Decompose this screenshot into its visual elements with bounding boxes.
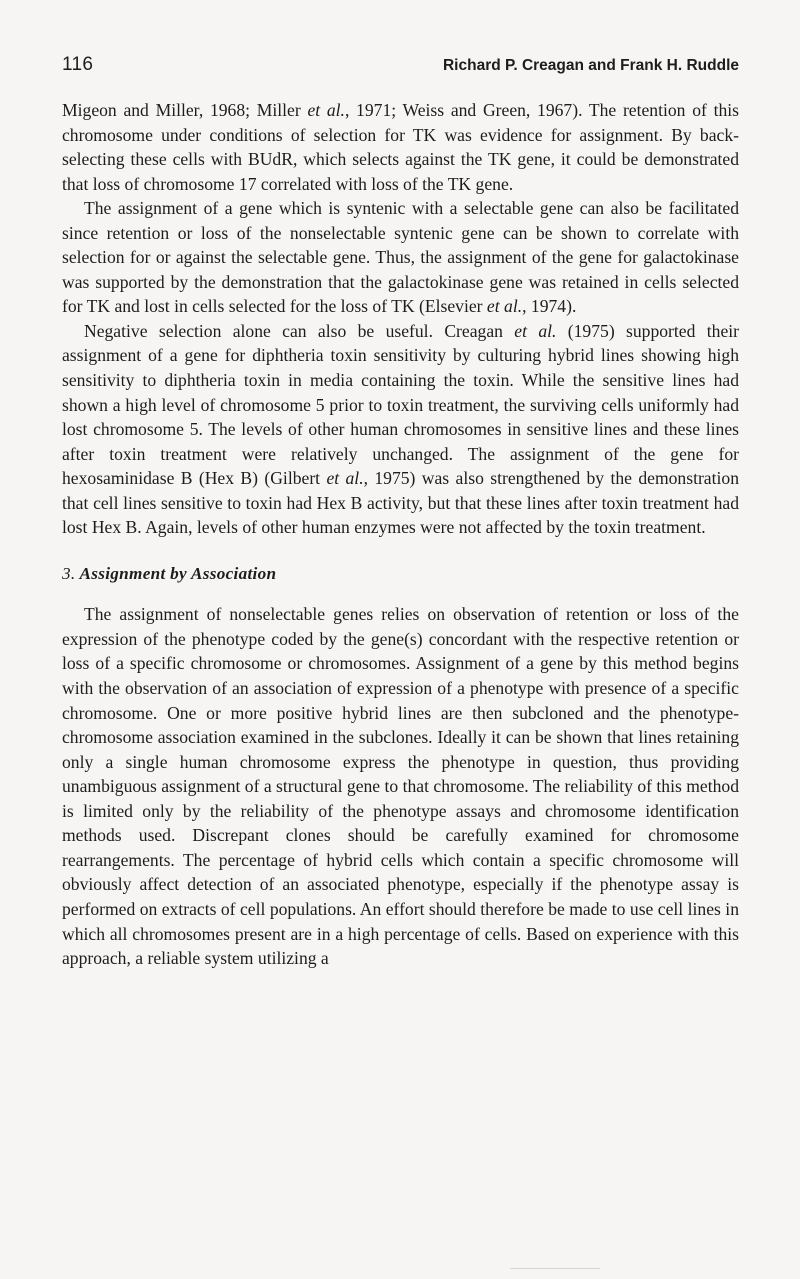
page-header (62, 54, 739, 94)
page-bottom-mark (510, 1268, 600, 1269)
section-heading (62, 562, 739, 587)
paragraph-4: The assignment of nonselectable genes relies on observation of retention or loss of the expression of the phenotype coded by the gene(s) concordant with the respective retention or loss of a specific chromosome or chromosomes. Assignment of a gene by this method begins with the observation of an association of expression of a phenotype with presence of a specific chromosome. One or more positive hybrid lines are then subcloned and the phenotype-chromosome association examined in the subclones. Ideally it can be shown that lines retaining only a single human chromosome express the phenotype in question, thus providing unambiguous assignment of a structural gene to that chromosome. The reliability of this method is limited only by the reliability of the phenotype assays and chromosome identification methods used. Discrepant clones should be carefully examined for chromosome rearrangements. The percentage of hybrid cells which contain a specific chromosome will obviously affect detection of an associated phenotype, especially if the phenotype assay is performed on extracts of cell populations. An effort should therefore be made to use cell lines in which all chromosomes present are in a high percentage of cells. Based on experience with this approach, a reliable system utilizing a (62, 604, 739, 969)
body-text (62, 98, 739, 971)
paragraph-2 (62, 196, 739, 319)
paragraph-1-text-c: , 1971; Weiss and Green, 1967). The retention of this chromosome under conditions of selection for TK was evidence for assignment. By back-selecting these cells with BUdR, which selects against the TK gene, it could be demonstrated that loss of chromosome 17 correlated with loss of the TK gene. (62, 100, 739, 194)
paragraph-2-text-c: , 1974). (522, 296, 577, 317)
page-number: 116 (62, 54, 94, 75)
section-title: Assignment by Association (79, 563, 277, 583)
section-number: 3. (62, 563, 76, 583)
paragraph-3-text-c: (1975) supported their assignment of a gene for diphtheria toxin sensitivity by culturing hybrid lines showing high sensitivity to diphtheria toxin in media containing the toxin. While the sensitive lines had shown a high level of chromosome 5 prior to toxin treatment, the surviving cells uniformly had lost chromosome 5. The levels of other human chromosomes in sensitive lines and these lines after toxin treatment were relatively unchanged. The assignment of the gene for hexosaminidase B (Hex B) (Gilbert (62, 320, 739, 489)
paragraph-1-italic: et al. (307, 100, 345, 120)
paragraph-2-text-a: The assignment of a gene which is syntenic with a selectable gene can also be facilitated since retention or loss of the nonselectable syntenic gene can be shown to correlate with selection for or against the selectable gene. Thus, the assignment of the gene for galactokinase was supported by the demonstration that the galactokinase gene was retained in cells selected for TK and lost in cells selected for the loss of TK (Elsevier (62, 198, 739, 317)
paragraph-3-italic-1: et al. (514, 320, 557, 341)
book-page (62, 54, 739, 971)
paragraph-1 (62, 98, 739, 196)
paragraph-3 (62, 319, 739, 540)
paragraph-3-text-a: Negative selection alone can also be useful. Creagan (84, 320, 515, 341)
paragraph-1-text-a: Migeon and Miller, 1968; Miller (62, 100, 308, 120)
paragraph-3-text-e: , 1975) was also strengthened by the demonstration that cell lines sensitive to toxin had Hex B activity, but that these lines after toxin treatment had lost Hex B. Again, levels of other human enzymes were not affected by the toxin treatment. (62, 468, 739, 538)
paragraph-3-italic-2: et al. (326, 468, 364, 489)
paragraph-2-italic: et al. (486, 296, 523, 317)
running-head: Richard P. Creagan and Frank H. Ruddle (442, 57, 739, 74)
